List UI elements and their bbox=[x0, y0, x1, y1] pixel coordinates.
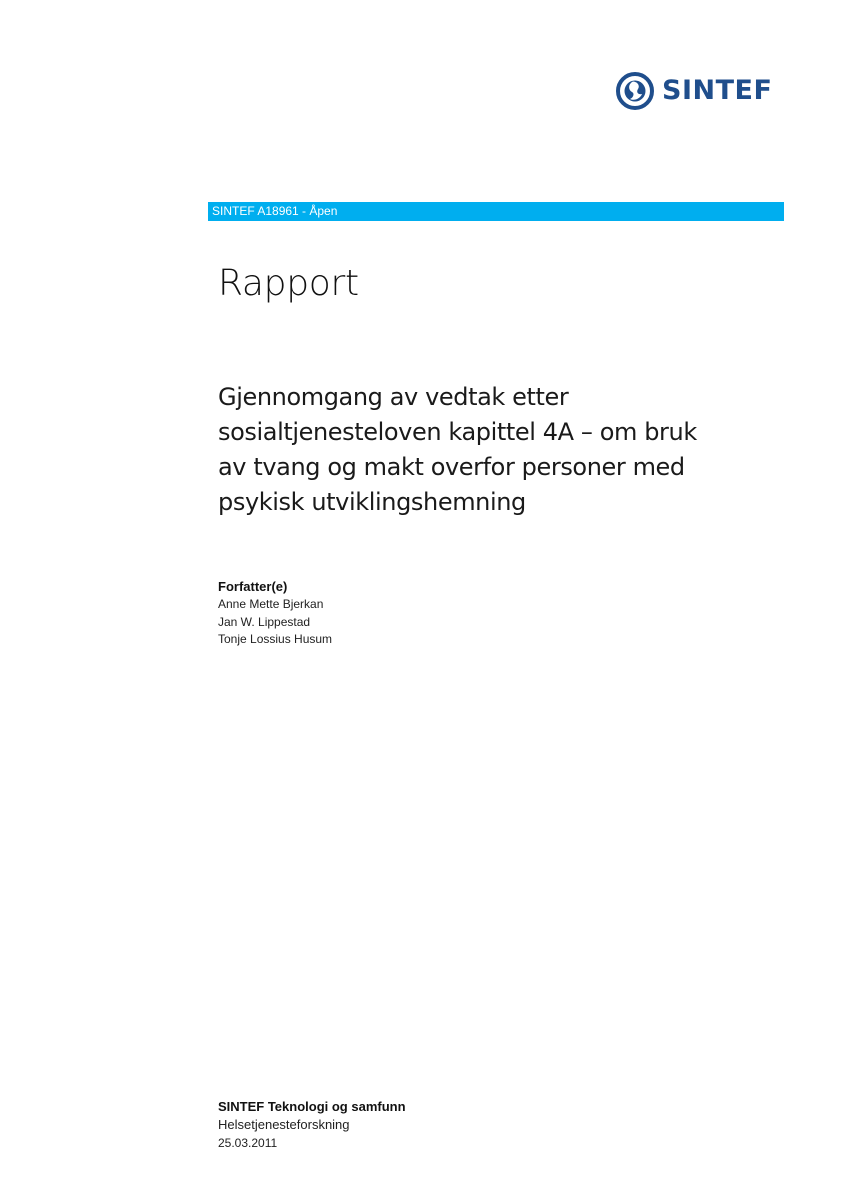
sintef-logo bbox=[616, 72, 772, 110]
authors-heading: Forfatter(e) bbox=[218, 579, 288, 594]
report-title-line: av tvang og makt overfor personer med bbox=[218, 453, 685, 481]
department-name: Helsetjenesteforskning bbox=[218, 1117, 350, 1132]
document-type-heading: Rapport bbox=[218, 263, 359, 304]
report-title-line: sosialtjenesteloven kapittel 4A – om bruk bbox=[218, 418, 697, 446]
report-title bbox=[218, 380, 778, 520]
classification-bar: SINTEF A18961 - Åpen bbox=[208, 202, 784, 221]
report-title-line: psykisk utviklingshemning bbox=[218, 488, 526, 516]
author-name: Tonje Lossius Husum bbox=[218, 632, 333, 646]
logo-wordmark: SINTEF bbox=[662, 75, 773, 106]
organization-name: SINTEF Teknologi og samfunn bbox=[218, 1099, 406, 1114]
author-name: Jan W. Lippestad bbox=[218, 614, 311, 629]
report-title-line: Gjennomgang av vedtak etter bbox=[218, 383, 569, 411]
authors-block bbox=[218, 578, 332, 649]
footer-block bbox=[218, 1097, 406, 1152]
sintef-globe-icon bbox=[616, 72, 654, 110]
report-date: 25.03.2011 bbox=[218, 1136, 278, 1150]
author-name: Anne Mette Bjerkan bbox=[218, 597, 324, 611]
